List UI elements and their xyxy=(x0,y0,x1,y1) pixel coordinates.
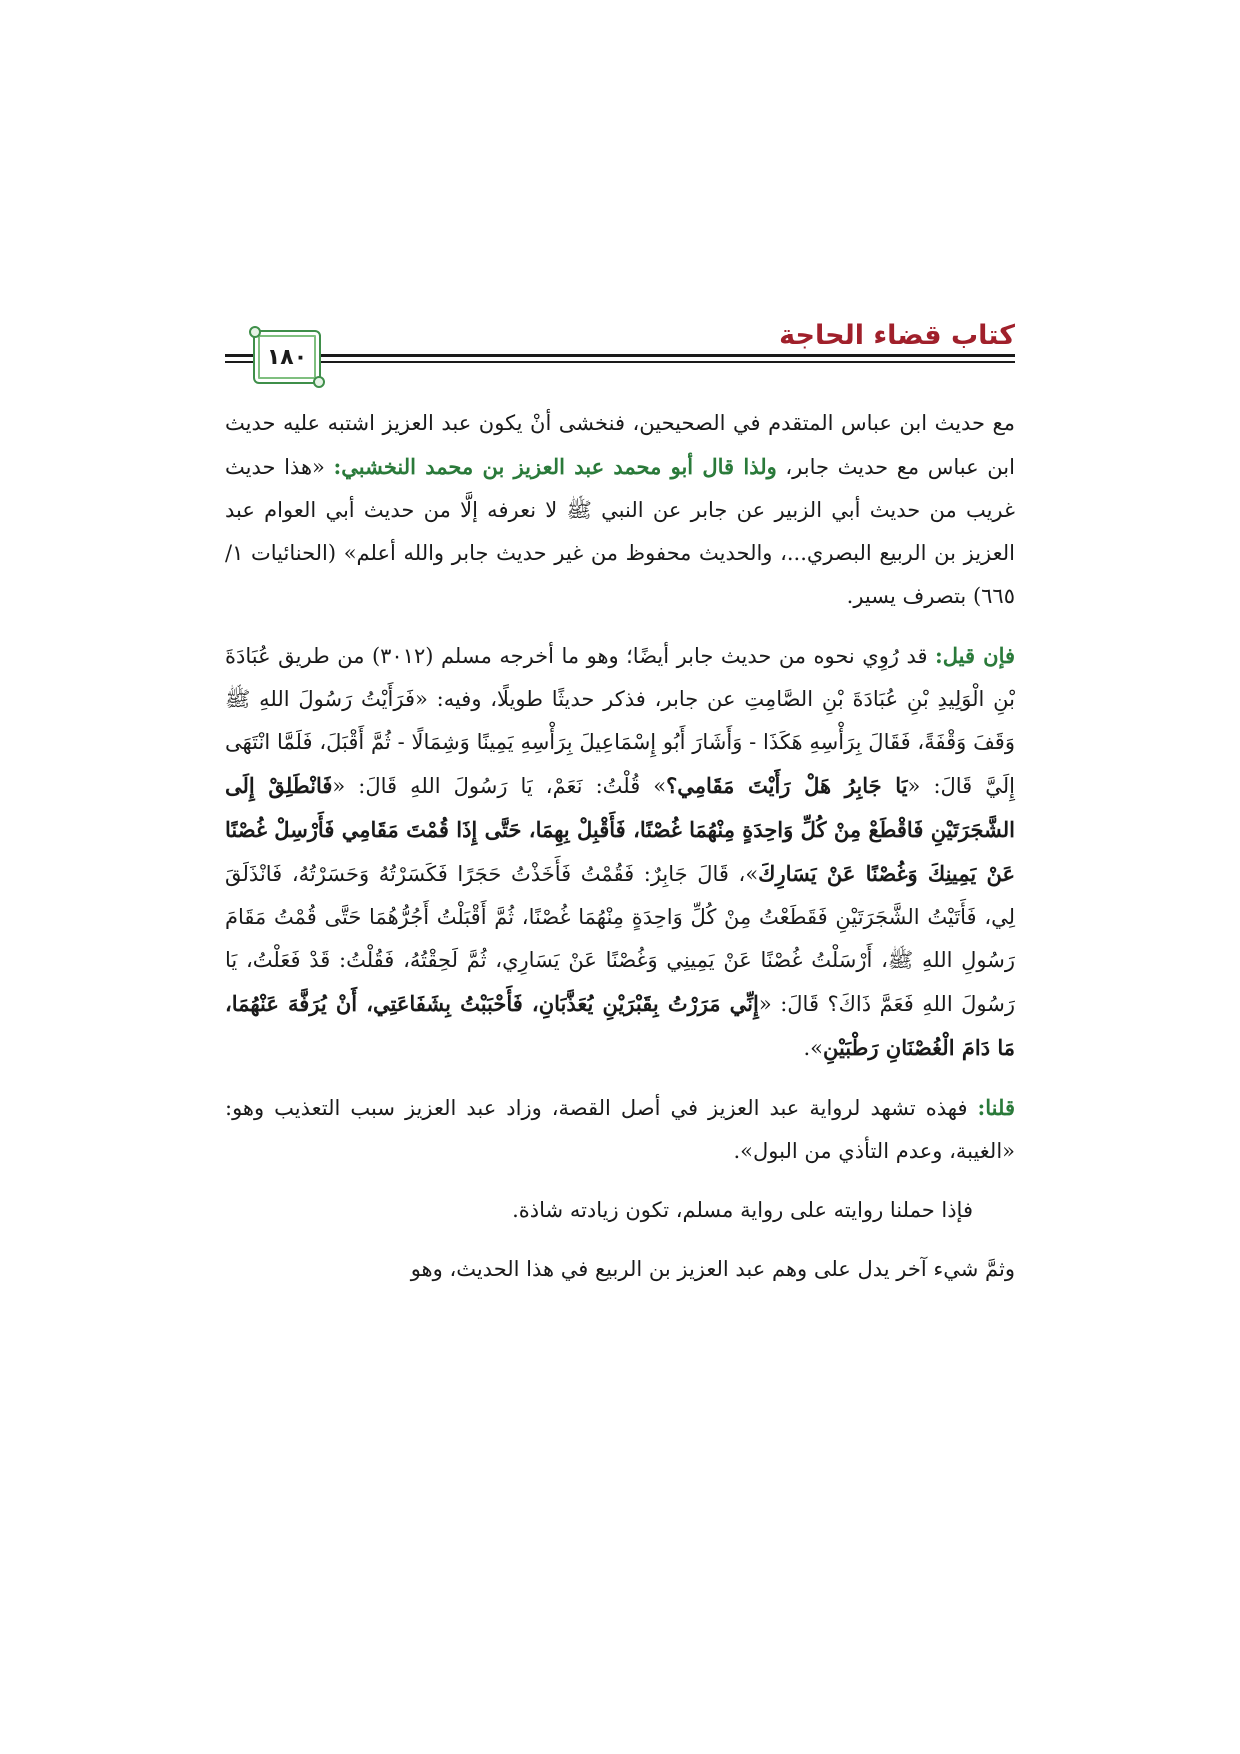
page-number: ١٨٠ xyxy=(266,344,308,370)
header-rule-bottom xyxy=(225,361,1015,363)
body-text: قد رُوِي نحوه من حديث جابر أيضًا؛ وهو ما أخرجه مسلم (٣٠١٢) من طريق عُبَادَةَ بْنِ الْوَلِيدِ بْنِ عُبَادَةَ بْنِ الصَّامِتِ عن جابر، فذكر حديثًا طويلًا، وفيه: «فَرَأَيْتُ رَسُولَ اللهِ ﷺ وَقَفَ وَقْفَةً، فَقَالَ بِرَأْسِهِ هَكَذَا - وَأَشَارَ أَبُو إِسْمَاعِيلَ بِرَأْسِهِ يَمِينًا وَشِمَالًا - ثُمَّ أَقْبَلَ، فَلَمَّا انْتَهَى إِلَيَّ قَالَ: « xyxy=(225,644,1015,798)
paragraph xyxy=(225,1086,1015,1173)
paragraph xyxy=(225,1189,1015,1232)
paragraph xyxy=(225,402,1015,618)
highlighted-text: ولذا قال أبو محمد عبد العزيز بن محمد النخشبي: xyxy=(333,454,777,479)
highlighted-text: فإن قيل: xyxy=(935,643,1016,668)
body-text: وثمَّ شيء آخر يدل على وهم عبد العزيز بن الربيع في هذا الحديث، وهو xyxy=(410,1257,1015,1281)
page-body xyxy=(225,402,1015,1307)
hadith-quote: إِنِّي مَرَرْتُ بِقَبْرَيْنِ يُعَذَّبَانِ، فَأَحْبَبْتُ بِشَفَاعَتِي، أَنْ يُرَفَّهَ عَنْهُمَا، مَا دَامَ الْغُصْنَانِ رَطْبَيْنِ xyxy=(225,991,1015,1060)
highlighted-text: قلنا: xyxy=(977,1095,1015,1120)
body-text: فإذا حملنا روايته على رواية مسلم، تكون زيادته شاذة. xyxy=(512,1198,973,1222)
paragraph xyxy=(225,634,1015,1070)
body-text: فهذه تشهد لرواية عبد العزيز في أصل القصة، وزاد عبد العزيز سبب التعذيب وهو: «الغيبة، وعدم التأذي من البول». xyxy=(225,1096,1015,1163)
page-header xyxy=(225,312,1015,368)
body-text: »، قَالَ جَابِرٌ: فَقُمْتُ فَأَخَذْتُ حَجَرًا فَكَسَرْتُهُ وَحَسَرْتُهُ، فَانْذَلَقَ لِي، فَأَتَيْتُ الشَّجَرَتَيْنِ فَقَطَعْتُ مِنْ كُلِّ وَاحِدَةٍ مِنْهُمَا غُصْنًا، ثُمَّ أَقْبَلْتُ أَجُرُّهُمَا حَتَّى قُمْتُ مَقَامَ رَسُولِ اللهِ ﷺ، أَرْسَلْتُ غُصْنًا عَنْ يَمِينِي وَغُصْنًا عَنْ يَسَارِي، ثُمَّ لَحِقْتُهُ، فَقُلْتُ: قَدْ فَعَلْتُ، يَا رَسُولَ اللهِ فَعَمَّ ذَاكَ؟ قَالَ: « xyxy=(225,862,1015,1016)
book-title: كتاب قضاء الحاجة xyxy=(779,320,1015,351)
hadith-quote: فَانْطَلِقْ إِلَى الشَّجَرَتَيْنِ فَاقْطَعْ مِنْ كُلِّ وَاحِدَةٍ مِنْهُمَا غُصْنًا، فَأَقْبِلْ بِهِمَا، حَتَّى إِذَا قُمْتَ مَقَامِي فَأَرْسِلْ غُصْنًا عَنْ يَمِينِكَ وَغُصْنًا عَنْ يَسَارِكَ xyxy=(225,773,1015,886)
body-text: » قُلْتُ: نَعَمْ، يَا رَسُولَ اللهِ قَالَ: « xyxy=(332,774,667,798)
page-number-badge xyxy=(253,330,321,384)
paragraph xyxy=(225,1248,1015,1291)
body-text: ». xyxy=(803,1036,823,1060)
body-text: «هذا حديث غريب من حديث أبي الزبير عن جابر عن النبي ﷺ لا نعرفه إلَّا من حديث أبي العوام عبد العزيز بن الربيع البصري...، والحديث محفوظ من غير حديث جابر والله أعلم» (الحنائيات ١/ ٦٦٥) بتصرف يسير. xyxy=(225,455,1015,608)
body-text: مع حديث ابن عباس المتقدم في الصحيحين، فنخشى أنْ يكون عبد العزيز اشتبه عليه حديث ابن عباس مع حديث جابر، xyxy=(225,411,1015,479)
header-rule-top xyxy=(225,354,1015,357)
hadith-quote: يَا جَابِرُ هَلْ رَأَيْتَ مَقَامِي؟ xyxy=(666,773,908,798)
